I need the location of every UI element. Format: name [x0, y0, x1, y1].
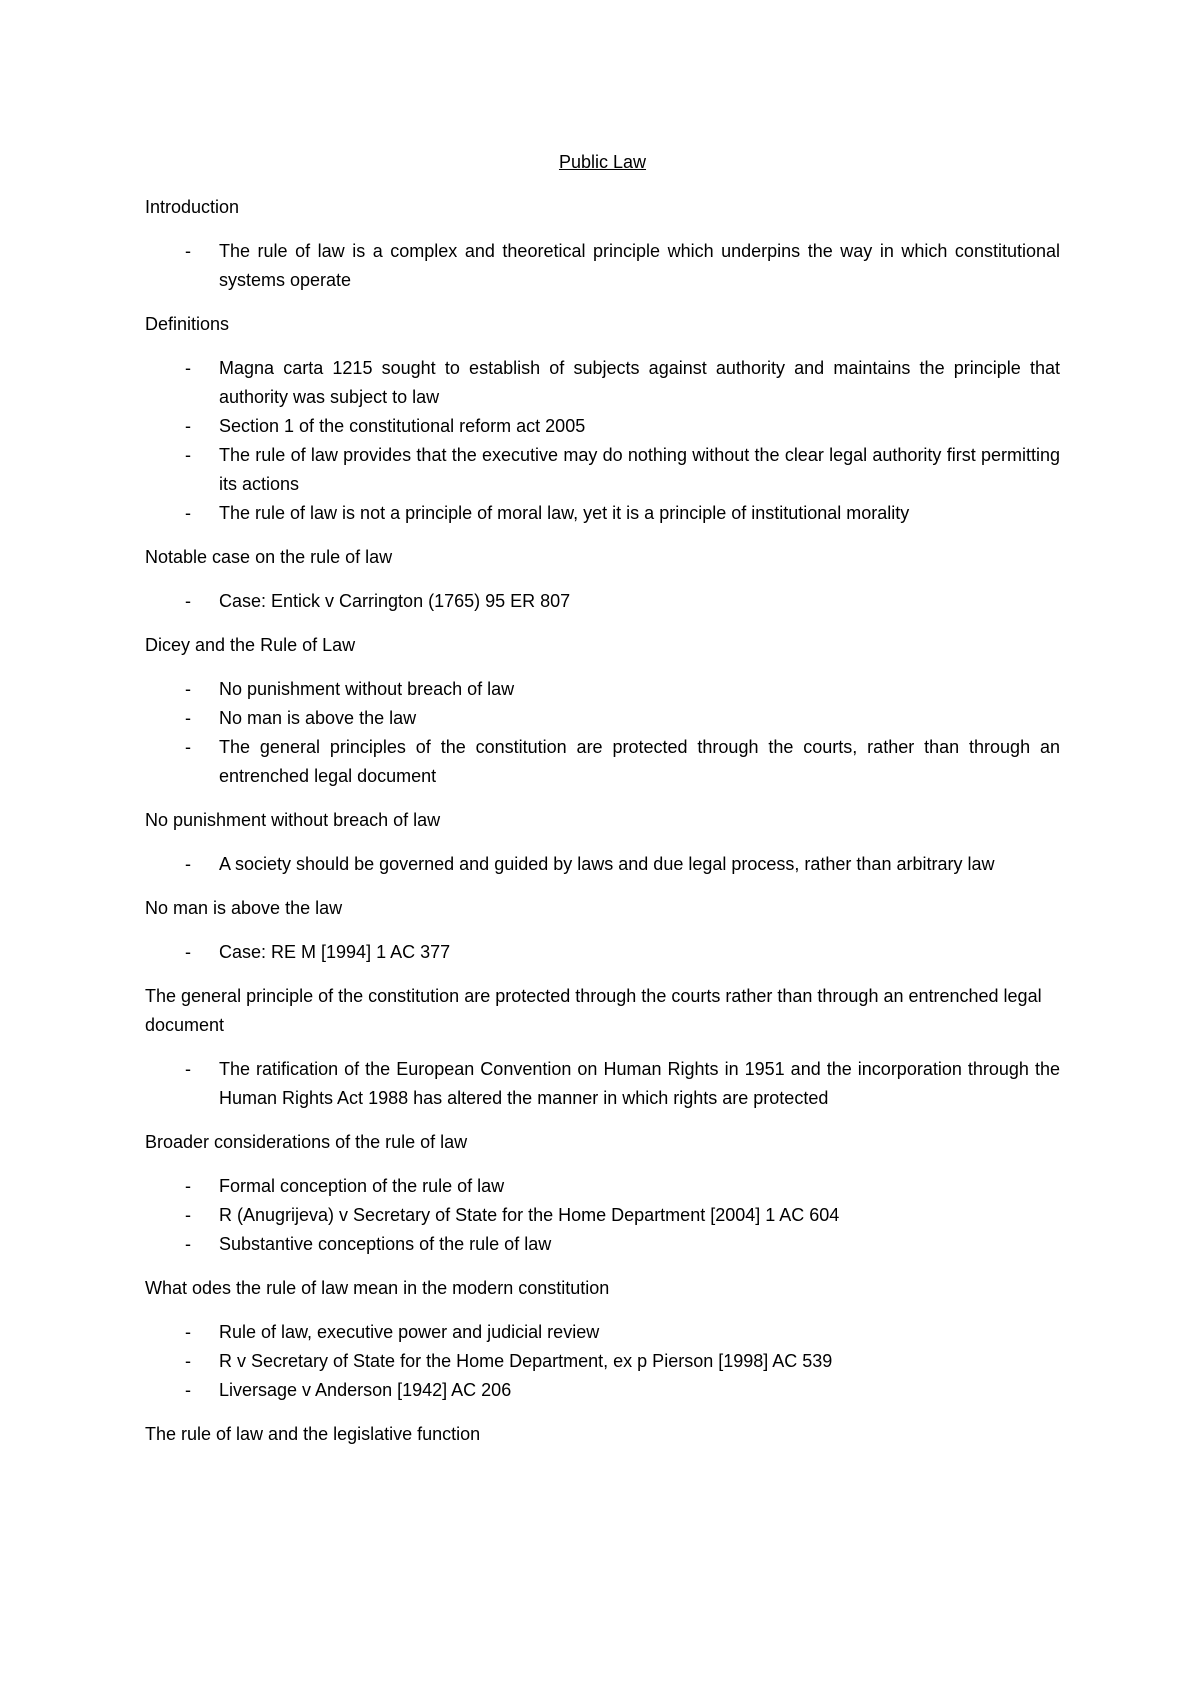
- bullet-dash: -: [185, 1380, 191, 1400]
- bullet-text: Formal conception of the rule of law: [219, 1176, 505, 1196]
- section-heading: Dicey and the Rule of Law: [145, 635, 356, 655]
- bullet-item: [145, 1347, 1060, 1376]
- bullet-dash: -: [185, 679, 191, 699]
- bullet-item: [145, 1201, 1060, 1230]
- bullet-list: [145, 1172, 1060, 1259]
- bullet-list: [145, 850, 1060, 879]
- section-heading: Broader considerations of the rule of law: [145, 1132, 468, 1152]
- bullet-text: Case: RE M [1994] 1 AC 377: [219, 942, 451, 962]
- bullet-list: [145, 675, 1060, 791]
- bullet-dash: -: [185, 1351, 191, 1371]
- page-title: Public Law: [558, 152, 647, 172]
- bullet-text: Rule of law, executive power and judicial review: [219, 1322, 600, 1342]
- bullet-dash: -: [185, 503, 191, 523]
- bullet-item: [145, 1055, 1060, 1113]
- bullet-dash: -: [185, 942, 191, 962]
- bullet-item: [145, 1376, 1060, 1405]
- bullet-item: [145, 499, 1060, 528]
- bullet-item: [145, 587, 1060, 616]
- bullet-dash: -: [185, 708, 191, 728]
- bullet-text: Magna carta 1215 sought to establish of subjects against authority and maintains the principle that authority was subject to law: [219, 358, 1060, 407]
- bullet-item: [145, 1172, 1060, 1201]
- section-heading: No man is above the law: [145, 898, 343, 918]
- section: [145, 1420, 1060, 1449]
- section: [145, 982, 1060, 1113]
- bullet-text: No man is above the law: [219, 708, 417, 728]
- bullet-text: A society should be governed and guided by laws and due legal process, rather than arbitrary law: [219, 854, 995, 874]
- bullet-text: The rule of law is not a principle of moral law, yet it is a principle of institutional morality: [219, 503, 910, 523]
- bullet-text: The rule of law is a complex and theoretical principle which underpins the way in which constitutional systems operate: [219, 241, 1060, 290]
- section: [145, 631, 1060, 791]
- bullet-item: [145, 938, 1060, 967]
- bullet-item: [145, 441, 1060, 499]
- section-heading: Notable case on the rule of law: [145, 547, 393, 567]
- bullet-dash: -: [185, 358, 191, 378]
- section: [145, 543, 1060, 616]
- bullet-dash: -: [185, 241, 191, 261]
- bullet-dash: -: [185, 445, 191, 465]
- bullet-text: Case: Entick v Carrington (1765) 95 ER 807: [219, 591, 571, 611]
- section-heading: What odes the rule of law mean in the modern constitution: [145, 1278, 610, 1298]
- section: [145, 894, 1060, 967]
- bullet-list: [145, 237, 1060, 295]
- bullet-text: Substantive conceptions of the rule of law: [219, 1234, 552, 1254]
- bullet-dash: -: [185, 737, 191, 757]
- bullet-item: [145, 1230, 1060, 1259]
- section: [145, 310, 1060, 528]
- document-body: [145, 148, 1060, 1464]
- bullet-dash: -: [185, 854, 191, 874]
- bullet-dash: -: [185, 1234, 191, 1254]
- bullet-item: [145, 675, 1060, 704]
- bullet-dash: -: [185, 1059, 191, 1079]
- bullet-text: No punishment without breach of law: [219, 679, 515, 699]
- bullet-item: [145, 704, 1060, 733]
- section-heading: Definitions: [145, 314, 230, 334]
- bullet-text: Section 1 of the constitutional reform act 2005: [219, 416, 586, 436]
- bullet-text: The ratification of the European Convention on Human Rights in 1951 and the incorporation through the Human Rights Act 1988 has altered the manner in which rights are protected: [219, 1059, 1060, 1108]
- section-heading: The general principle of the constitution are protected through the courts rather than through an entrenched legal document: [145, 986, 1042, 1035]
- bullet-text: R (Anugrijeva) v Secretary of State for the Home Department [2004] 1 AC 604: [219, 1205, 840, 1225]
- bullet-item: [145, 850, 1060, 879]
- bullet-list: [145, 587, 1060, 616]
- bullet-dash: -: [185, 1322, 191, 1342]
- bullet-item: [145, 237, 1060, 295]
- bullet-item: [145, 412, 1060, 441]
- bullet-text: R v Secretary of State for the Home Department, ex p Pierson [1998] AC 539: [219, 1351, 833, 1371]
- bullet-dash: -: [185, 591, 191, 611]
- bullet-text: The rule of law provides that the executive may do nothing without the clear legal authority first permitting its actions: [219, 445, 1060, 494]
- bullet-item: [145, 354, 1060, 412]
- bullet-list: [145, 938, 1060, 967]
- bullet-dash: -: [185, 416, 191, 436]
- sections-container: [145, 193, 1060, 1449]
- section-heading: No punishment without breach of law: [145, 810, 441, 830]
- bullet-list: [145, 354, 1060, 528]
- bullet-text: Liversage v Anderson [1942] AC 206: [219, 1380, 512, 1400]
- bullet-text: The general principles of the constitution are protected through the courts, rather than through an entrenched legal document: [219, 737, 1060, 786]
- bullet-dash: -: [185, 1205, 191, 1225]
- bullet-dash: -: [185, 1176, 191, 1196]
- section: [145, 806, 1060, 879]
- section: [145, 1128, 1060, 1259]
- bullet-list: [145, 1055, 1060, 1113]
- bullet-item: [145, 1318, 1060, 1347]
- section: [145, 1274, 1060, 1405]
- section: [145, 193, 1060, 295]
- section-heading: The rule of law and the legislative function: [145, 1424, 481, 1444]
- bullet-list: [145, 1318, 1060, 1405]
- section-heading: Introduction: [145, 197, 240, 217]
- bullet-item: [145, 733, 1060, 791]
